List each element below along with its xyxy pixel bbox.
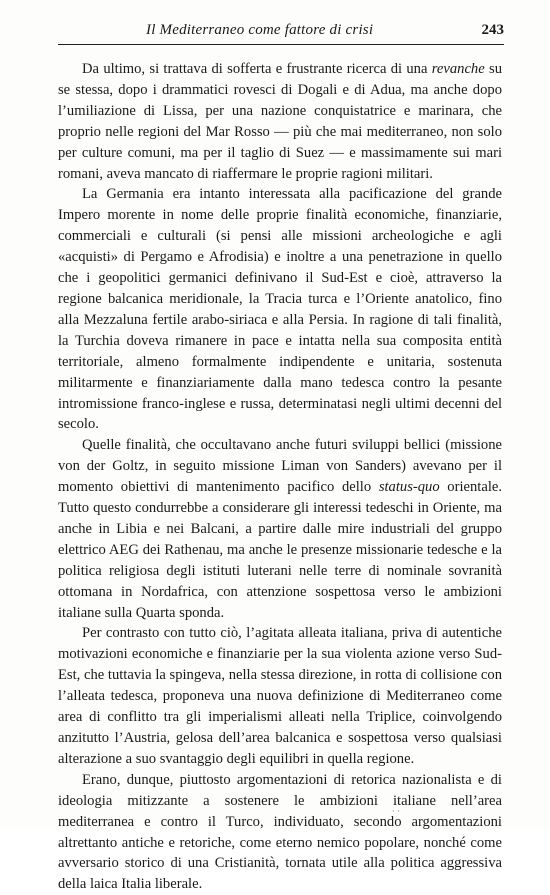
page-number: 243 — [481, 22, 504, 38]
paragraph: Quelle finalità, che occultavano anche futuri sviluppi bellici (missione von der Goltz, in seguito missione Liman von Sanders) avevano per il momento obiettivi di mantenimento pacifico dello status-quo orientale. Tutto questo condurrebbe a considerare gli interessi tedeschi in Oriente, ma anche in Libia e nei Balcani, a partire dalle mire industriali del gruppo elettrico AEG dei Rathenau, ma anche le presenze missionarie tedesche e la politica religiosa degli istituti luterani nelle terre di nominale sovranità ottomana in Nordafrica, con attenzione sospettosa verso le ambizioni italiane sulla Quarta sponda. — [58, 437, 502, 621]
header-rule — [58, 44, 504, 45]
page-header — [58, 22, 504, 42]
body-text — [58, 59, 502, 895]
paragraph: Da ultimo, si trattava di sofferta e frustrante ricerca di una revanche su se stessa, dopo i drammatici rovesci di Dogali e di Adua, ma anche dopo l’umiliazione di Lissa, per una nazione conquistatrice e marinara, che proprio nelle regioni del Mar Rosso — più che mai mediterraneo, non solo per culture comuni, ma per il taglio di Suez — e massimamente sui mari romani, aveva mancato di riaffermare le proprie ragioni militari. — [58, 61, 502, 182]
paragraph: Erano, dunque, piuttosto argomentazioni di retorica nazionalista e di ideologia mitizzante a sostenere le ambizioni italiane nell’area mediterranea e contro il Turco, individuato, secondo argomentazioni altrettanto antiche e retoriche, come eterno nemico popolare, nonché come avversario storico di una Cristianità, tornata utile alla politica aggressiva della laica Italia liberale. — [58, 771, 502, 893]
running-title: Il Mediterraneo come fattore di crisi — [146, 22, 374, 38]
scan-specks: · · — [391, 806, 400, 816]
paragraph: Per contrasto con tutto ciò, l’agitata alleata italiana, priva di autentiche motivazioni economiche e finanziarie per la sua violenta azione verso Sud-Est, che tuttavia la spingeva, nella stessa direzione, in rotta di collisione con l’alleata tedesca, proponeva una nuova definizione di Mediterraneo come area di conflitto tra gli imperialismi alleati nella Triplice, coinvolgendo anzitutto l’Austria, gelosa dell’area balcanica e sospettosa verso qualsiasi alterazione a suo svantaggio degli equilibri in quella regione. — [58, 625, 502, 767]
paragraph: La Germania era intanto interessata alla pacificazione del grande Impero morente in nome delle proprie finalità economiche, finanziarie, commerciali e culturali (si pensi alle missioni archeologiche e agli «acquisti» di Pergamo e Afrodisia) e inoltre a una penetrazione in quello che i geopolitici germanici definivano il Sud-Est e cioè, attraverso la regione balcanica meridionale, la Tracia turca e l’Oriente anatolico, fino alla Mezzaluna fertile arabo-siriaca e alla Persia. In ragione di tali finalità, la Turchia doveva rimanere in pace e intatta nella sua composita entità territoriale, almeno formalmente indipendente e unitaria, sostenuta militarmente e finanziariamente dalla mano tedesca contro la pesante intromissione franco-inglese e russa, determinatasi negli ultimi decenni del secolo. — [58, 186, 502, 433]
